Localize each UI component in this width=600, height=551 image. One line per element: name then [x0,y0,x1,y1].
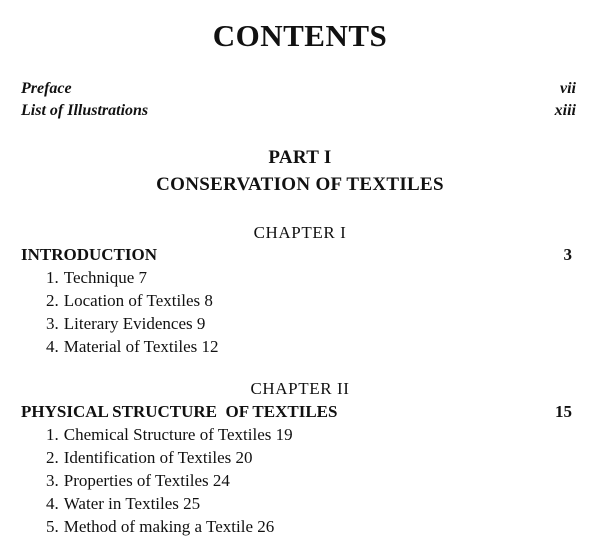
section-text: Identification of Textiles 20 [63,448,253,467]
section-item[interactable] [46,494,200,514]
front-matter-page: vii [560,80,576,97]
section-number: 3. [46,314,59,333]
front-matter-label: Preface [21,80,72,97]
section-text: Technique 7 [63,268,148,287]
chapter-label: CHAPTER II [250,379,350,398]
front-matter-preface[interactable] [21,80,576,98]
section-text: Properties of Textiles 24 [63,471,230,490]
section-item[interactable] [46,337,219,357]
section-number: 4. [46,494,59,513]
section-number: 2. [46,448,59,467]
section-text: Method of making a Textile 26 [63,517,275,536]
chapter-title: PHYSICAL STRUCTURE OF TEXTILES [21,402,338,421]
page-title: CONTENTS [212,18,388,53]
section-text: Water in Textiles 25 [63,494,201,513]
chapter-entry-physical-structure[interactable] [21,402,572,422]
section-number: 1. [46,425,59,444]
front-matter-list-of-illustrations[interactable] [21,102,576,120]
section-item[interactable] [46,425,293,445]
section-item[interactable] [46,448,253,468]
section-number: 3. [46,471,59,490]
chapter-page: 15 [555,402,572,421]
part-title: CONSERVATION OF TEXTILES [156,174,444,195]
section-number: 1. [46,268,59,287]
section-text: Literary Evidences 9 [63,314,206,333]
section-text: Chemical Structure of Textiles 19 [63,425,293,444]
front-matter-label: List of Illustrations [21,102,149,119]
section-number: 5. [46,517,59,536]
section-number: 4. [46,337,59,356]
section-text: Material of Textiles 12 [63,337,219,356]
front-matter-page: xiii [554,102,576,119]
chapter-label: CHAPTER I [253,223,347,242]
section-item[interactable] [46,291,213,311]
section-number: 2. [46,291,59,310]
chapter-page: 3 [563,245,572,264]
section-item[interactable] [46,471,230,491]
section-text: Location of Textiles 8 [63,291,213,310]
chapter-title: INTRODUCTION [21,245,158,264]
section-item[interactable] [46,314,205,334]
section-item[interactable] [46,517,274,537]
chapter-entry-introduction[interactable] [21,245,572,265]
section-item[interactable] [46,268,147,288]
part-number: PART I [268,147,332,168]
